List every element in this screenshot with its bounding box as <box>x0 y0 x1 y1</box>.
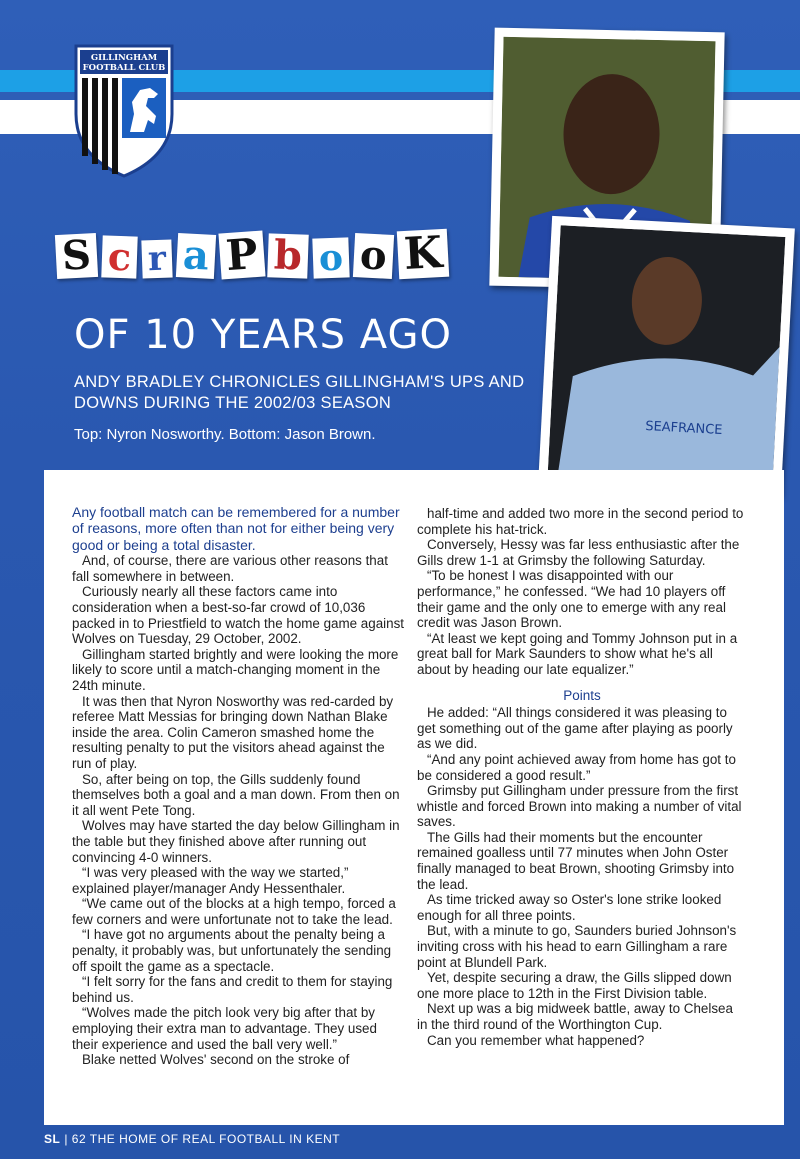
article-paragraph: “Wolves made the pitch look very big after that by employing their extra man to advantage. They used their experience and used the ball very well.” <box>72 1005 377 1052</box>
article-paragraph: Can you remember what happened? <box>427 1032 645 1048</box>
article-paragraph: Gillingham started brightly and were looking the more likely to score until a match-changing moment in the 24th minute. <box>72 646 399 693</box>
article-paragraph: Conversely, Hessy was far less enthusiastic after the Gills drew 1-1 at Grimsby the following Saturday. <box>417 537 740 568</box>
scrapbook-ransom-title <box>56 227 453 281</box>
crest-line2: FOOTBALL CLUB <box>82 63 166 73</box>
article-paragraph: “To be honest I was disappointed with our performance,” he confessed. “We had 10 players off their game and the only one to emerge with any real credit was Jason Brown. <box>417 568 726 631</box>
article-paragraph: “At least we kept going and Tommy Johnson put in a great ball for Mark Saunders to show what he's all about by heading our late equalizer.” <box>417 630 738 677</box>
article-column-left <box>72 504 404 1068</box>
article-paragraph: So, after being on top, the Gills suddenly found themselves both a goal and a man down. From then on it all went Pete Tong. <box>72 771 400 818</box>
scrap-letter: K <box>397 229 450 280</box>
footer-logo: SL <box>44 1132 61 1146</box>
article-paragraph: Curiously nearly all these factors came into consideration when a best-so-far crowd of 10,036 packed in to Priestfield to watch the home game against Wolves on Tuesday, 29 October, 2002. <box>72 584 404 647</box>
article-paragraph: Blake netted Wolves' second on the stroke of <box>82 1052 350 1068</box>
scrap-letter: r <box>141 239 172 278</box>
scrap-letter: b <box>268 233 309 278</box>
article-paragraph: “I have got no arguments about the penalty being a penalty, it probably was, but unfortunately the sending off spoilt the game as a spectacle. <box>72 927 392 974</box>
crest-line1: GILLINGHAM <box>90 53 158 63</box>
scrap-letter: o <box>313 237 350 278</box>
page-subtitle: ANDY BRADLEY CHRONICLES GILLINGHAM'S UPS AND DOWNS DURING THE 2002/03 SEASON <box>74 373 525 412</box>
article-paragraph: “We came out of the blocks at a high tempo, forced a few corners and were unfortunate not to take the lead. <box>72 896 396 927</box>
scrap-letter: o <box>353 233 394 279</box>
article-paragraph: Wolves may have started the day below Gillingham in the table but they finished above after running out convincing 4-0 winners. <box>72 818 400 865</box>
scrap-letter: P <box>218 231 265 280</box>
article-column-right <box>417 506 747 1048</box>
shirt-sponsor-text: SEAFRANCE <box>644 418 723 439</box>
article-paragraph: “And any point achieved away from home has got to be considered a good result.” <box>417 751 736 783</box>
article-paragraph: And, of course, there are various other reasons that fall somewhere in between. <box>72 553 388 584</box>
player-photo-bottom <box>548 225 786 486</box>
article-paragraph: It was then that Nyron Nosworthy was red-carded by referee Matt Messias for bringing down Nathan Blake inside the area. Colin Cameron smashed home the resulting penalty to put the visitors ahead against the run of play. <box>72 693 394 771</box>
article-body <box>44 470 784 1125</box>
article-paragraph: Next up was a big midweek battle, away to Chelsea in the third round of the Worthington Cup. <box>417 1001 733 1032</box>
photo-jason-brown <box>538 216 795 496</box>
footer-text: | 62 THE HOME OF REAL FOOTBALL IN KENT <box>64 1132 341 1146</box>
article-paragraph: “I felt sorry for the fans and credit to them for staying behind us. <box>72 974 393 1005</box>
article-paragraph: The Gills had their moments but the encounter remained goalless until 77 minutes when John Oster finally managed to beat Brown, shooting Grimsby into the lead. <box>417 829 735 892</box>
page-title: OF 10 YEARS AGO <box>74 312 452 358</box>
subheading-points: Points <box>563 687 601 703</box>
article-paragraph: “I was very pleased with the way we started,” explained player/manager Andy Hessenthaler. <box>72 865 349 896</box>
article-paragraph: Grimsby put Gillingham under pressure from the first whistle and forced Brown into making a number of vital saves. <box>417 783 742 830</box>
photo-caption: Top: Nyron Nosworthy. Bottom: Jason Brown. <box>74 426 376 443</box>
scrap-letter: S <box>55 233 98 279</box>
scrap-letter: c <box>101 235 138 278</box>
scrap-letter: a <box>176 233 216 279</box>
article-paragraph: But, with a minute to go, Saunders buried Johnson's inviting cross with his head to earn Gillingham a rare point at Blundell Park. <box>417 923 737 970</box>
article-paragraph: As time tricked away so Oster's lone strike looked enough for all three points. <box>417 892 722 923</box>
club-crest <box>72 44 176 178</box>
page-footer <box>44 1132 340 1146</box>
article-paragraph: Yet, despite securing a draw, the Gills slipped down one more place to 12th in the First Division table. <box>417 970 732 1001</box>
article-paragraph: half-time and added two more in the second period to complete his hat-trick. <box>417 506 744 537</box>
article-paragraph: He added: “All things considered it was pleasing to get something out of the game after playing as poorly as we did. <box>417 705 733 752</box>
article-paragraph: Any football match can be remembered for a number of reasons, more often than not for either being very good or being a total disaster. <box>72 504 400 553</box>
